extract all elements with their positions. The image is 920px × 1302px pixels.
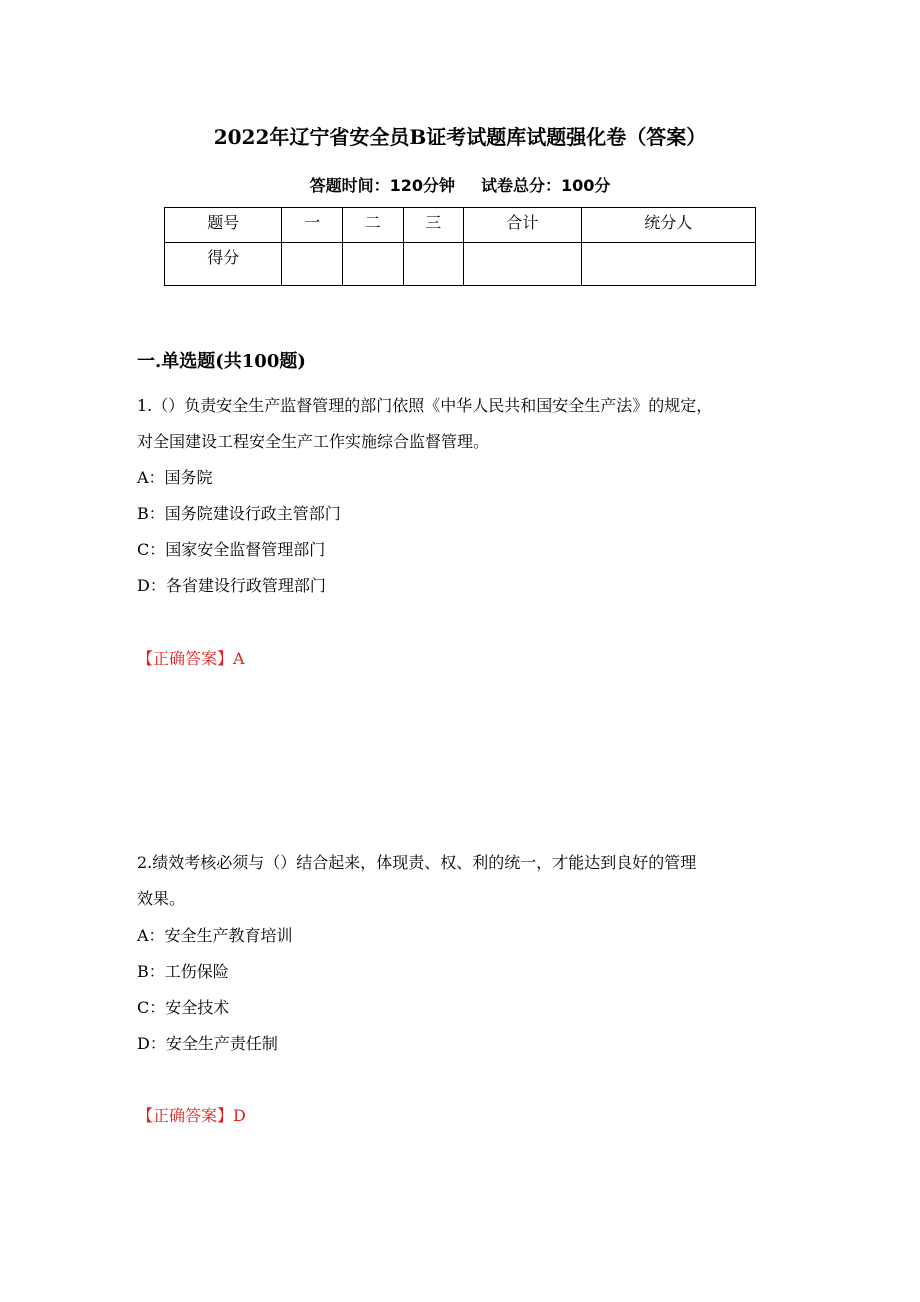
score-cell	[282, 243, 343, 286]
question-1-option-b: B：国务院建设行政主管部门	[137, 504, 341, 523]
question-1-stem-line-1: 1.（）负责安全生产监督管理的部门依照《中华人民共和国安全生产法》的规定，	[137, 396, 713, 415]
question-2-stem-line-2: 效果。	[137, 889, 186, 908]
question-2-option-a: A：安全生产教育培训	[137, 926, 293, 945]
question-2-option-c: C：安全技术	[137, 998, 230, 1017]
score-cell	[343, 243, 404, 286]
score-header-cell: 一	[282, 208, 343, 243]
section-heading: 一.单选题(共100题)	[137, 351, 306, 372]
score-cell	[464, 243, 581, 286]
question-1-option-a: A：国务院	[137, 468, 213, 487]
question-2-option-b: B：工伤保险	[137, 962, 229, 981]
question-2-stem-line-1: 2.绩效考核必须与（）结合起来，体现责、权、利的统一，才能达到良好的管理	[137, 853, 697, 872]
exam-total-score: 试卷总分：100分	[481, 176, 611, 195]
score-row-label: 得分	[165, 243, 282, 286]
question-1-stem-line-2: 对全国建设工程安全生产工作实施综合监督管理。	[137, 432, 490, 451]
score-header-cell: 题号	[165, 208, 282, 243]
score-header-cell: 统分人	[581, 208, 755, 243]
question-2-option-d: D：安全生产责任制	[137, 1034, 278, 1053]
score-header-cell: 合计	[464, 208, 581, 243]
question-1-option-d: D：各省建设行政管理部门	[137, 576, 326, 595]
exam-time: 答题时间：120分钟	[309, 176, 455, 195]
question-1-option-c: C：国家安全监督管理部门	[137, 540, 326, 559]
score-header-cell: 二	[343, 208, 404, 243]
question-1-answer: 【正确答案】A	[137, 649, 245, 668]
score-table-header-row	[165, 208, 756, 243]
score-cell	[581, 243, 755, 286]
question-2-answer: 【正确答案】D	[137, 1106, 246, 1125]
score-header-cell: 三	[403, 208, 464, 243]
exam-meta	[0, 173, 920, 196]
document-title: 2022年辽宁省安全员B证考试题库试题强化卷（答案）	[213, 125, 707, 149]
score-table	[164, 207, 756, 286]
score-table-score-row	[165, 243, 756, 286]
score-cell	[403, 243, 464, 286]
